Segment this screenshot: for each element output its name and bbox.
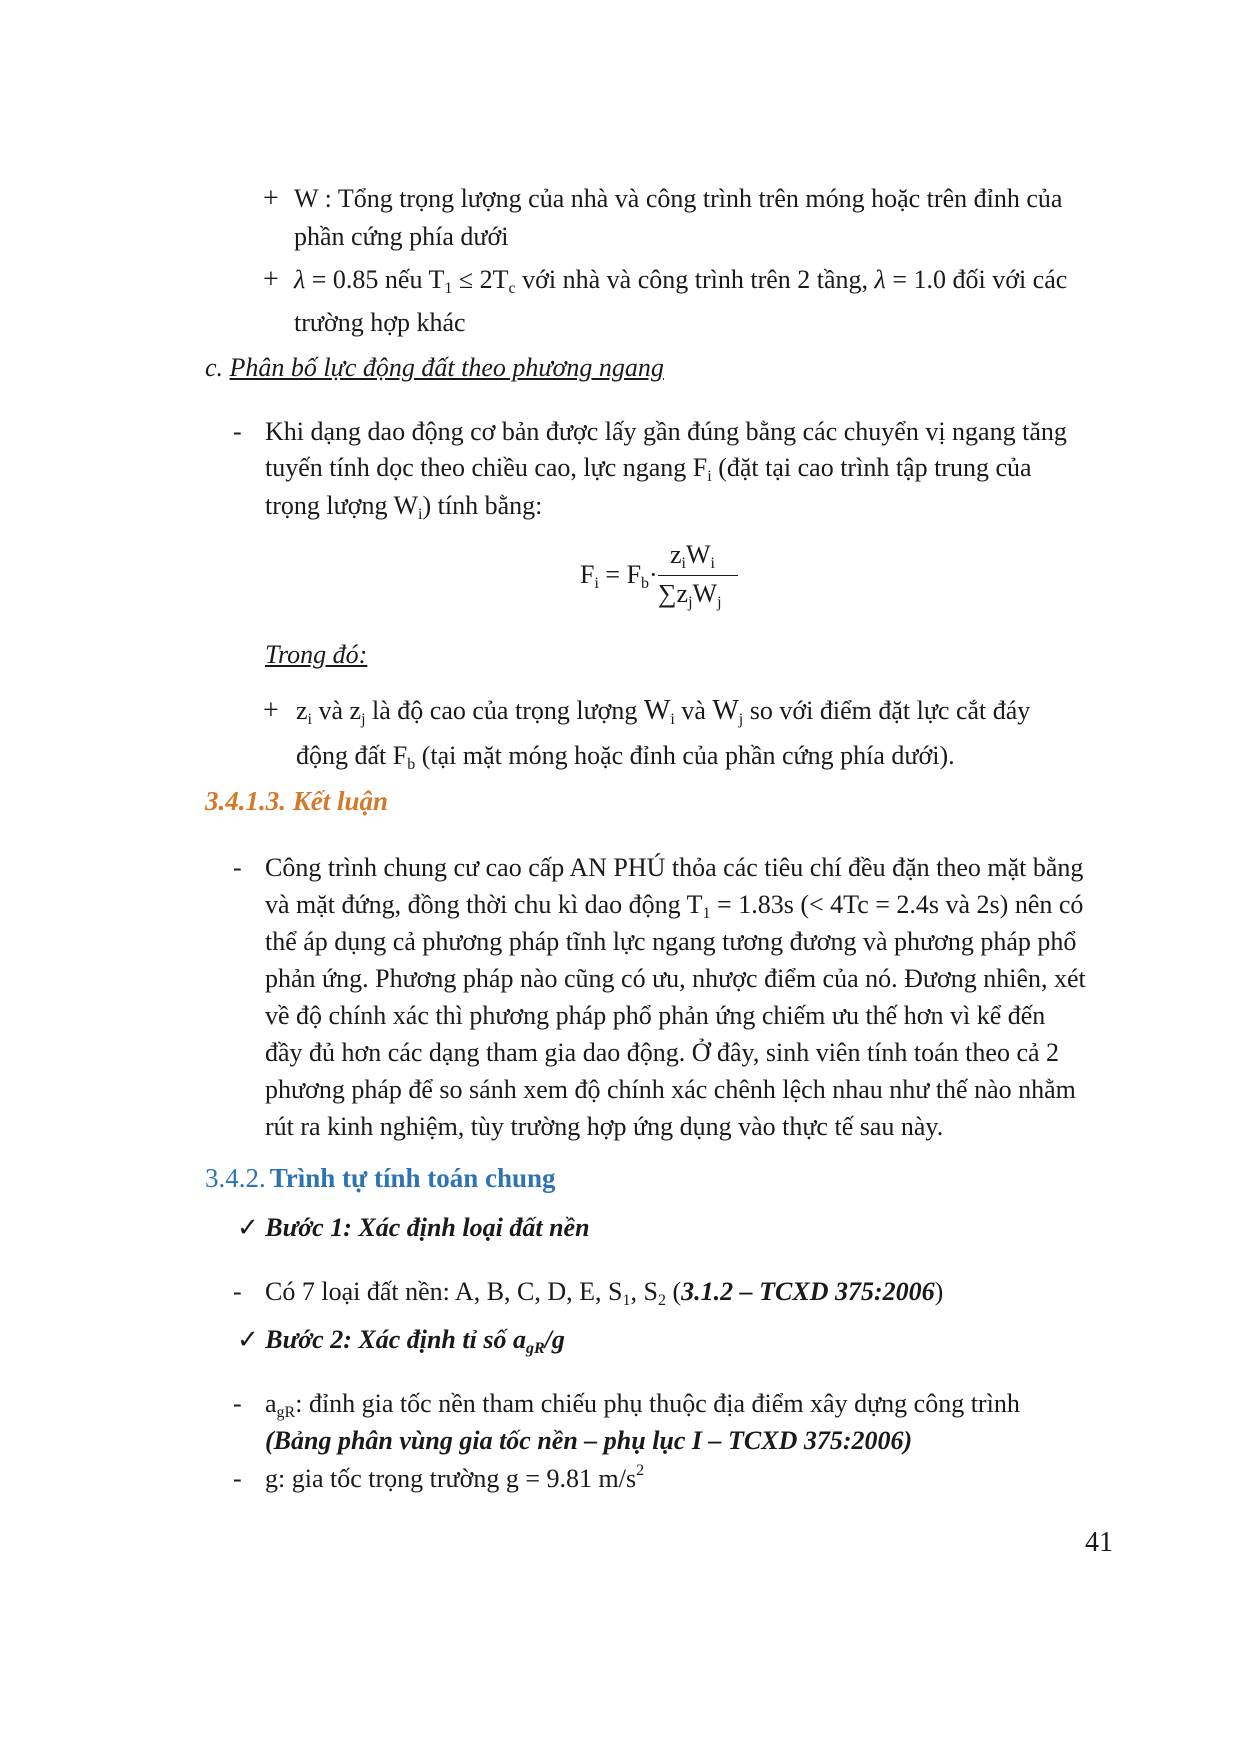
heading-342: 3.4.2. Trình tự tính toán chung — [205, 1163, 556, 1193]
lambda-symbol: λ — [874, 265, 886, 294]
lambda-item-line1: λ = 0.85 nếu $T_1 \le 2T_c$ với nhà và công trình trên 2 tầng, λ = 1.0 đối với các — [294, 265, 1068, 297]
check-icon: ✓ — [237, 1213, 259, 1242]
trong-do-label: Trong đó: — [265, 640, 368, 669]
step2-heading: ✓ Bước 2: Xác định tỉ số $a_{gR}/g$ — [237, 1325, 565, 1357]
formula-denominator: $\sum z_jW_j$ — [658, 579, 722, 611]
z-item-line2: động đất $F_b$ (tại mặt móng hoặc đỉnh của phần cứng phía dưới). — [296, 741, 955, 773]
plus-marker: + — [263, 183, 279, 214]
fraction-bar — [658, 575, 738, 576]
formula-lhs: $F_i = F_b\cdot$ — [580, 560, 658, 592]
w-item-line2: phần cứng phía dưới — [294, 222, 509, 251]
w-item-line1: W : Tổng trọng lượng của nhà và công trình trên móng hoặc trên đỉnh của — [294, 184, 1063, 213]
step1-heading: ✓ Bước 1: Xác định loại đất nền — [237, 1213, 590, 1242]
plus-marker: + — [263, 695, 279, 726]
plus-marker: + — [263, 264, 279, 295]
formula-numerator: $z_iW_i$ — [670, 540, 715, 572]
dash-marker: - — [233, 1389, 242, 1418]
z-item-line1: $z_i$ và $z_j$ là độ cao của trọng lượng $W_i$ và $W_j$ so với điểm đặt lực cắt đáy — [296, 695, 1031, 728]
section-c-heading: c. Phân bố lực động đất theo phương ngang — [205, 353, 664, 382]
lambda-symbol: λ — [294, 265, 306, 294]
dash-marker: - — [233, 853, 242, 882]
dash-marker: - — [233, 1277, 242, 1306]
dash-marker: - — [233, 1464, 242, 1493]
lambda-item-line2: trường hợp khác — [294, 308, 466, 337]
heading-3413: 3.4.1.3. Kết luận — [205, 786, 389, 816]
page-number: 41 — [1085, 1527, 1113, 1558]
dash-marker: - — [233, 417, 242, 446]
check-icon: ✓ — [237, 1325, 259, 1354]
